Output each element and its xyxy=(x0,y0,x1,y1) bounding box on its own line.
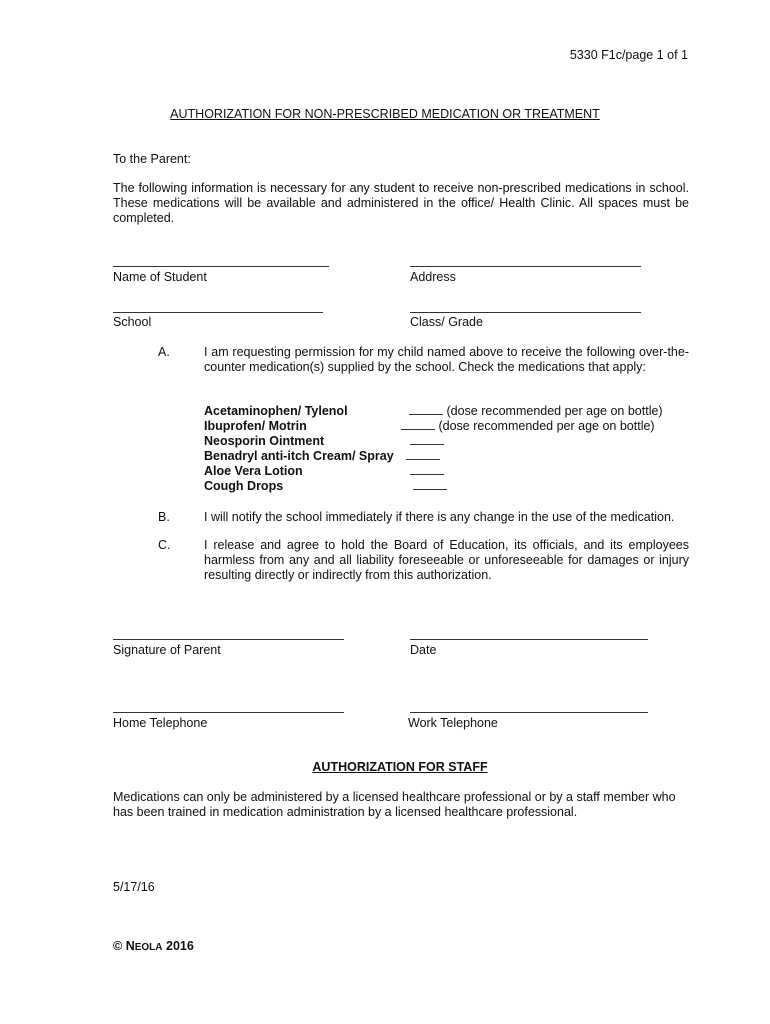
work-phone-label: Work Telephone xyxy=(408,716,498,730)
revision-date: 5/17/16 xyxy=(113,880,155,894)
copyright-year: 2016 xyxy=(166,939,194,953)
date-label: Date xyxy=(410,643,437,657)
signature-label: Signature of Parent xyxy=(113,643,221,657)
med-check-row xyxy=(410,464,444,478)
copyright-initial: N xyxy=(125,939,135,953)
salutation: To the Parent: xyxy=(113,152,191,166)
section-b-text: I will notify the school immediately if there is any change in the use of the medication. xyxy=(204,510,675,524)
med-name: Aloe Vera Lotion xyxy=(204,464,303,478)
dose-note: (dose recommended per age on bottle) xyxy=(438,419,655,433)
intro-paragraph: The following information is necessary for any student to receive non-prescribed medications in school. These medications will be available and administered in the office/ Health Clinic. All spaces must be completed. xyxy=(113,181,689,225)
staff-section-title: AUTHORIZATION FOR STAFF xyxy=(312,760,488,774)
med-name: Acetaminophen/ Tylenol xyxy=(204,404,348,418)
med-name: Benadryl anti-itch Cream/ Spray xyxy=(204,449,394,463)
school-line[interactable] xyxy=(113,312,323,313)
home-phone-line[interactable] xyxy=(113,712,344,713)
med-check-row xyxy=(409,404,663,418)
school-label: School xyxy=(113,315,152,329)
med-check-row xyxy=(406,449,440,463)
home-phone-label: Home Telephone xyxy=(113,716,208,730)
med-check-row xyxy=(410,434,444,448)
section-b-letter: B. xyxy=(158,510,170,524)
date-line[interactable] xyxy=(410,639,648,640)
address-label: Address xyxy=(410,270,456,284)
page-reference: 5330 F1c/page 1 of 1 xyxy=(569,48,688,62)
dose-note: (dose recommended per age on bottle) xyxy=(446,404,663,418)
copyright-name-rest: EOLA xyxy=(134,942,163,953)
work-phone-line[interactable] xyxy=(410,712,648,713)
med-checkbox-line[interactable] xyxy=(410,464,444,475)
section-a-text: I am requesting permission for my child named above to receive the following over-the-counter medication(s) supplied by the school. Check the medications that apply: xyxy=(204,345,689,374)
student-name-line[interactable] xyxy=(113,266,329,267)
med-checkbox-line[interactable] xyxy=(406,449,440,460)
staff-section-text: Medications can only be administered by a licensed healthcare professional or by a staff member who has been trained in medication administration by a licensed healthcare professional. xyxy=(113,790,676,819)
class-grade-line[interactable] xyxy=(410,312,641,313)
med-checkbox-line[interactable] xyxy=(413,479,447,490)
copyright-notice xyxy=(113,939,194,953)
section-c-letter: C. xyxy=(158,538,171,552)
med-name: Neosporin Ointment xyxy=(204,434,325,448)
section-c-text: I release and agree to hold the Board of Education, its officials, and its employees harmless from any and all liability foreseeable or unforeseeable for damages or injury resulting directly or indirectly from this authorization. xyxy=(204,538,689,582)
med-name: Ibuprofen/ Motrin xyxy=(204,419,307,433)
copyright-symbol: © xyxy=(113,939,123,953)
med-check-row xyxy=(413,479,447,493)
med-checkbox-line[interactable] xyxy=(401,419,435,430)
form-title: AUTHORIZATION FOR NON-PRESCRIBED MEDICATION OR TREATMENT xyxy=(170,107,600,121)
med-check-row xyxy=(401,419,655,433)
med-name: Cough Drops xyxy=(204,479,284,493)
med-checkbox-line[interactable] xyxy=(409,404,443,415)
signature-line[interactable] xyxy=(113,639,344,640)
section-a-letter: A. xyxy=(158,345,170,359)
med-checkbox-line[interactable] xyxy=(410,434,444,445)
student-name-label: Name of Student xyxy=(113,270,207,284)
address-line[interactable] xyxy=(410,266,641,267)
class-grade-label: Class/ Grade xyxy=(410,315,483,329)
